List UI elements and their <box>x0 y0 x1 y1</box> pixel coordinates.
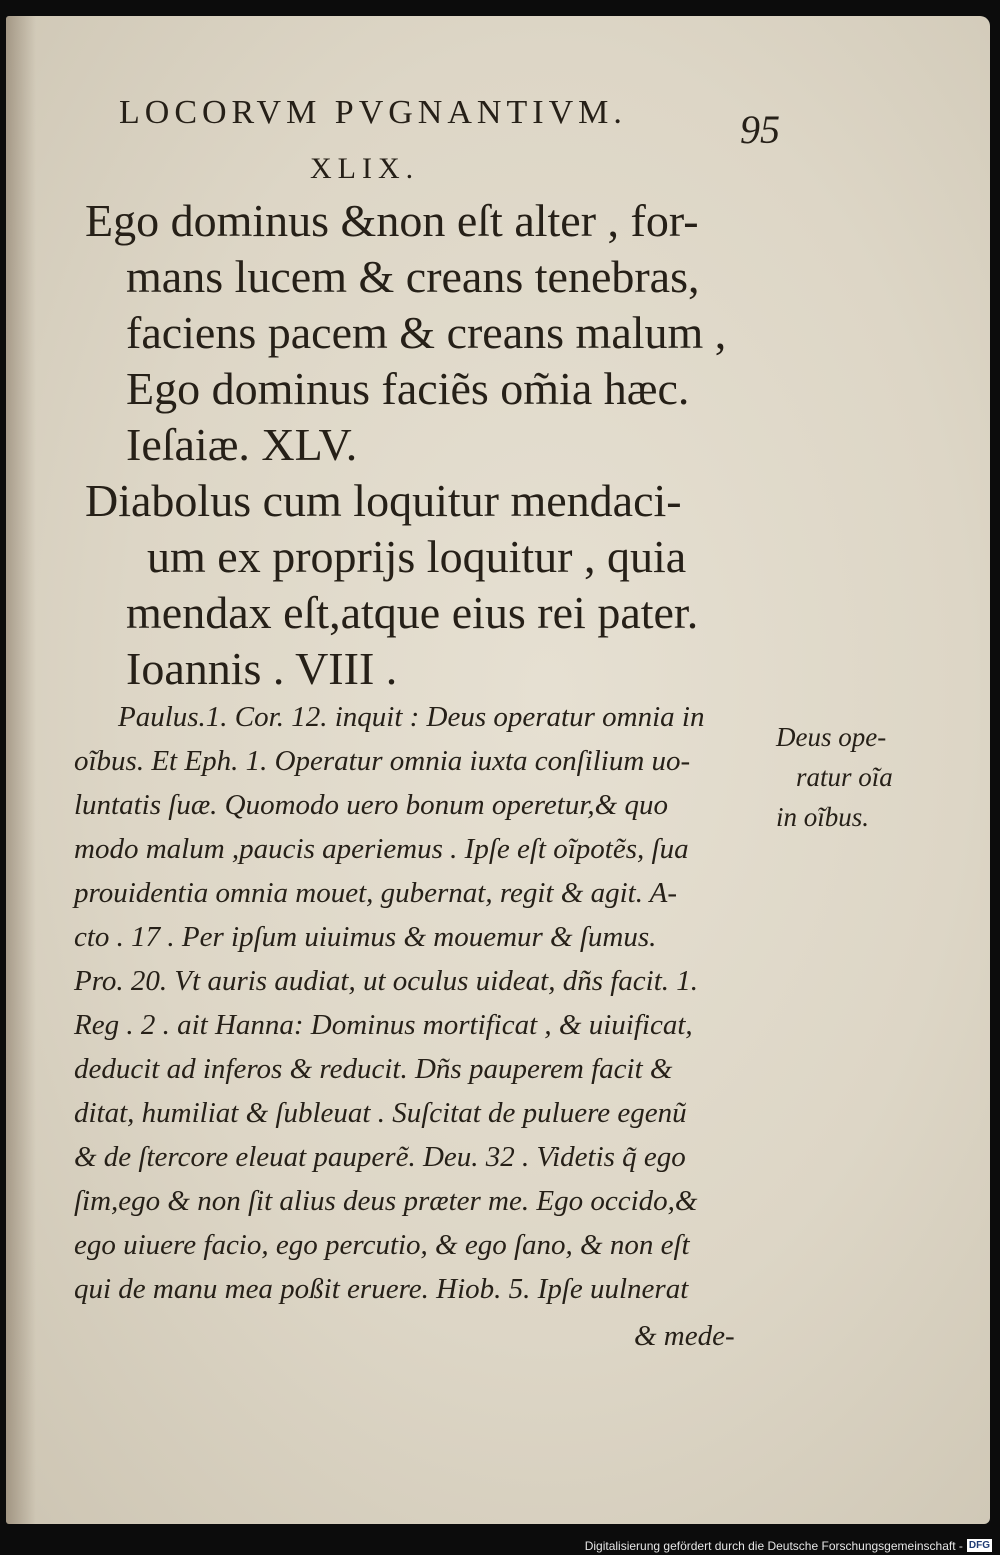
running-header: LOCORVM PVGNANTIVM. <box>119 94 627 131</box>
commentary-line: luntatis ſuæ. Quomodo uero bonum operetur,& quo <box>74 789 668 821</box>
marginal-note-line: ratur oĩa <box>796 762 893 792</box>
quote1-line: mans lucem & creans tenebras, <box>126 251 700 302</box>
funding-footer <box>0 1536 1000 1555</box>
page-gutter-shadow <box>6 16 36 1524</box>
commentary-line: Pro. 20. Vt auris audiat, ut oculus uideat, dñs facit. 1. <box>74 965 699 997</box>
funding-text: Digitalisierung gefördert durch die Deutsche Forschungsgemeinschaft - <box>584 1538 963 1553</box>
commentary-line: & de ſtercore eleuat pauperẽ. Deu. 32 . Videtis q̃ ego <box>74 1141 686 1173</box>
marginal-note-line: in oĩbus. <box>776 802 870 832</box>
quote1-line: Ego dominus &non eſt alter , for- <box>85 195 699 246</box>
commentary-line: ditat, humiliat & ſubleuat . Suſcitat de puluere egenũ <box>74 1097 687 1129</box>
quote2-citation: Ioannis . VIII . <box>126 643 398 694</box>
dfg-logo: DFG <box>968 1540 990 1551</box>
commentary-line: ego uiuere facio, ego percutio, & ego ſano, & non eſt <box>74 1229 690 1261</box>
commentary-line: oĩbus. Et Eph. 1. Operatur omnia iuxta conſilium uo- <box>74 745 691 777</box>
quote1-line: faciens pacem & creans malum , <box>126 307 727 358</box>
commentary-line: Reg . 2 . ait Hanna: Dominus mortificat , & uiuificat, <box>74 1009 693 1041</box>
commentary-line: modo malum ,paucis aperiemus . Ipſe eſt oĩpotẽs, ſua <box>74 833 689 865</box>
marginal-note-line: Deus ope- <box>776 722 887 752</box>
book-page <box>6 16 990 1524</box>
quote2-line: mendax eſt,atque eius rei pater. <box>126 587 699 638</box>
quote1-line: Ego dominus faciẽs om̃ia hæc. <box>126 363 690 414</box>
quote2-line: Diabolus cum loquitur mendaci- <box>85 475 682 526</box>
page-number: 95 <box>740 107 780 152</box>
catchword: & mede- <box>634 1320 735 1352</box>
quote2-line: um ex proprijs loquitur , quia <box>147 531 687 582</box>
commentary-line: cto . 17 . Per ipſum uiuimus & mouemur & ſumus. <box>74 921 657 953</box>
commentary-line: Paulus.1. Cor. 12. inquit : Deus operatur omnia in <box>118 701 705 733</box>
section-number: XLIX. <box>310 152 420 185</box>
commentary-line: prouidentia omnia mouet, gubernat, regit & agit. A- <box>74 877 678 909</box>
quote1-citation: Ieſaiæ. XLV. <box>126 419 358 470</box>
commentary-line: ſim,ego & non ſit alius deus præter me. Ego occido,& <box>74 1185 698 1217</box>
commentary-line: deducit ad inferos & reducit. Dñs pauperem facit & <box>74 1053 673 1085</box>
commentary-line: qui de manu mea poßit eruere. Hiob. 5. Ipſe uulnerat <box>74 1273 689 1305</box>
